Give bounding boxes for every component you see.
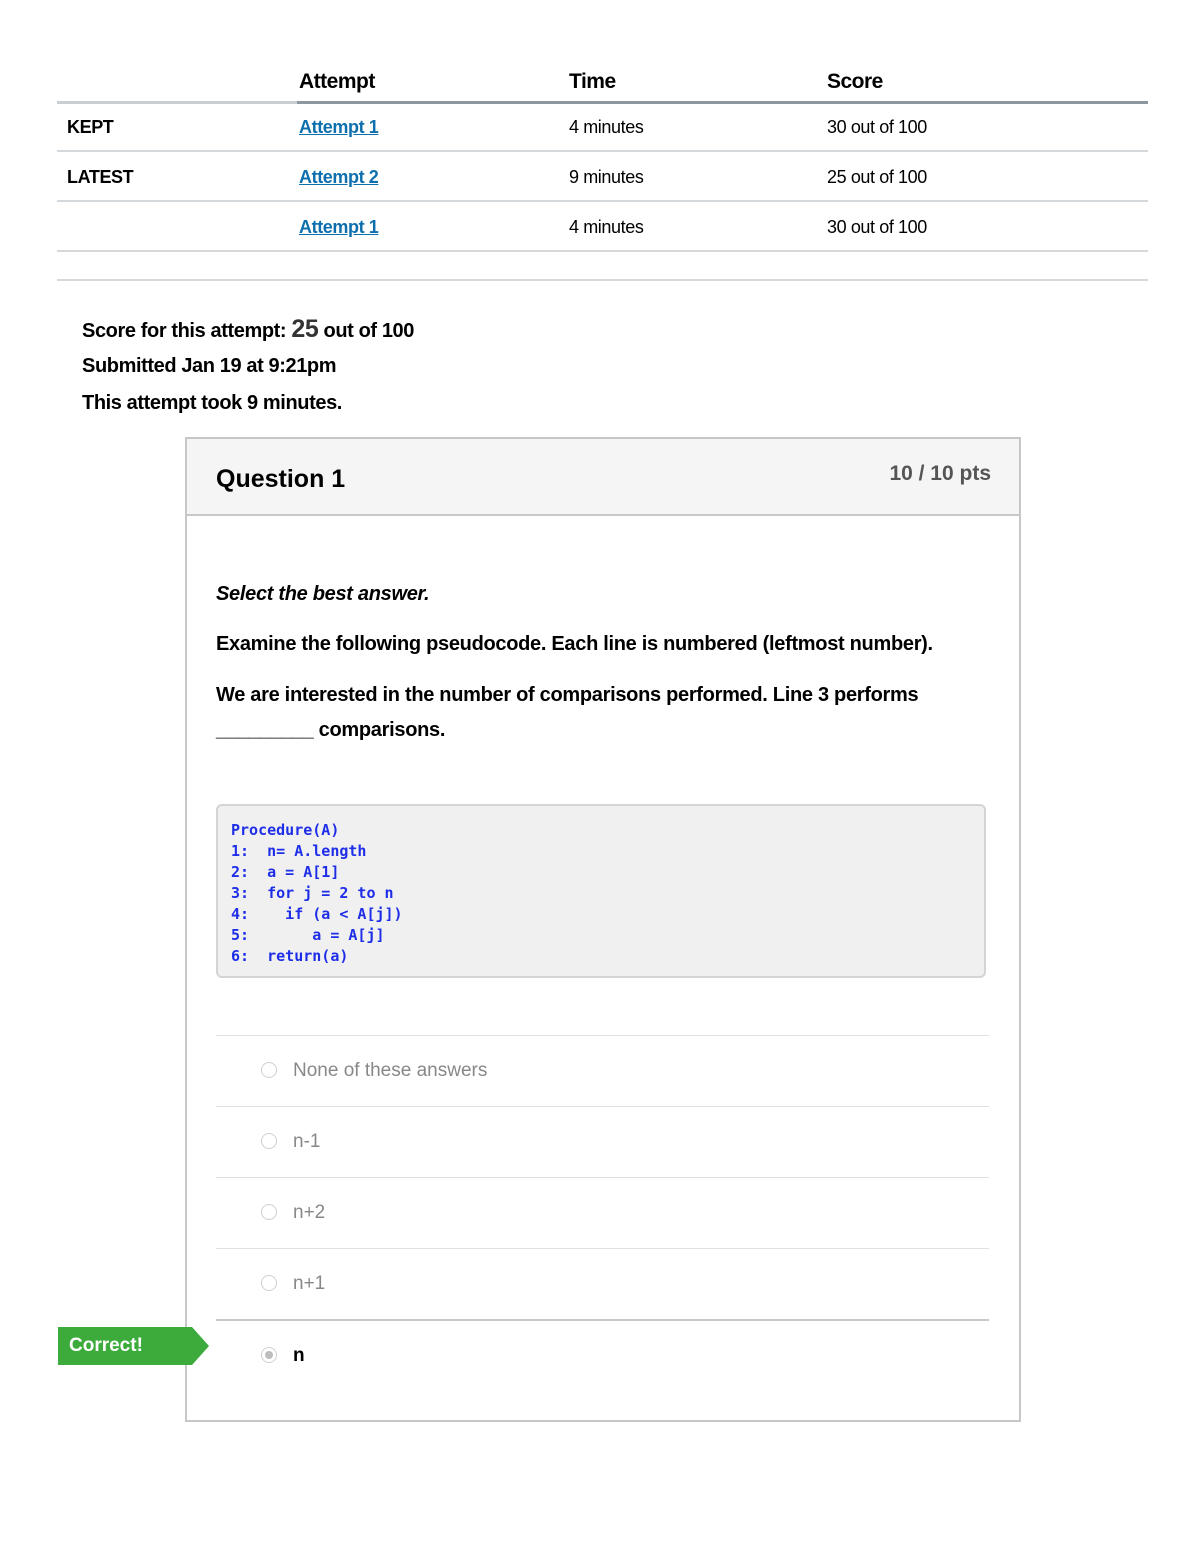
table-row: [57, 102, 1148, 152]
answer-list: [216, 1035, 989, 1391]
answer-label: n: [293, 1345, 305, 1366]
table-row: [57, 202, 1148, 252]
answer-label: n+2: [293, 1202, 326, 1223]
question-title: Question 1: [216, 465, 346, 493]
question-points: 10 / 10 pts: [889, 462, 991, 485]
section-divider: [57, 279, 1148, 281]
question-paragraph: Examine the following pseudocode. Each line is numbered (leftmost number).: [216, 633, 933, 655]
row-tag: KEPT: [67, 117, 114, 137]
radio-button-selected[interactable]: [261, 1347, 277, 1363]
row-tag: LATEST: [67, 167, 134, 187]
attempt-score: 30 out of 100: [827, 117, 927, 137]
attempt-duration: This attempt took 9 minutes.: [82, 392, 342, 414]
attempt-link[interactable]: Attempt 2: [299, 167, 379, 187]
attempt-time: 4 minutes: [569, 117, 644, 137]
column-header-score: Score: [827, 70, 883, 93]
attempt-time: 4 minutes: [569, 217, 644, 237]
attempts-table-header: [57, 62, 1148, 102]
answer-option[interactable]: [216, 1248, 989, 1319]
answer-option[interactable]: [216, 1106, 989, 1177]
radio-button[interactable]: [261, 1204, 277, 1220]
radio-button[interactable]: [261, 1275, 277, 1291]
question-header: [187, 439, 1019, 516]
question-paragraph: We are interested in the number of comparisons performed. Line 3 performs _________ comparisons.: [216, 684, 919, 741]
radio-button[interactable]: [261, 1133, 277, 1149]
pseudocode: Procedure(A) 1: n= A.length 2: a = A[1] 3: for j = 2 to n 4: if (a < A[j]) 5: a = A[j] 6: return(a): [231, 821, 403, 965]
score-value: 25: [291, 315, 319, 343]
score-line: [82, 313, 414, 350]
attempt-time: 9 minutes: [569, 167, 644, 187]
attempt-score: 25 out of 100: [827, 167, 927, 187]
score-suffix: out of 100: [323, 320, 414, 342]
question-card: [185, 437, 1021, 1422]
answer-label: None of these answers: [293, 1060, 488, 1081]
correct-badge: Correct!: [58, 1327, 192, 1365]
attempt-link[interactable]: Attempt 1: [299, 217, 379, 237]
attempts-table: [57, 62, 1148, 252]
submitted-time: Submitted Jan 19 at 9:21pm: [82, 355, 337, 377]
question-instruction: Select the best answer.: [216, 583, 430, 605]
answer-option[interactable]: [216, 1035, 989, 1106]
code-block: [216, 804, 986, 978]
table-row: [57, 152, 1148, 202]
attempt-summary: [82, 313, 414, 424]
answer-label: n-1: [293, 1131, 321, 1152]
attempt-score: 30 out of 100: [827, 217, 927, 237]
attempt-link[interactable]: Attempt 1: [299, 117, 379, 137]
answer-option[interactable]: [216, 1177, 989, 1248]
column-header-attempt: Attempt: [299, 70, 375, 93]
answer-label: n+1: [293, 1273, 326, 1294]
question-text: [216, 579, 996, 764]
column-header-time: Time: [569, 70, 616, 93]
score-prefix: Score for this attempt:: [82, 320, 287, 342]
radio-button[interactable]: [261, 1062, 277, 1078]
answer-option-selected[interactable]: [216, 1319, 989, 1391]
